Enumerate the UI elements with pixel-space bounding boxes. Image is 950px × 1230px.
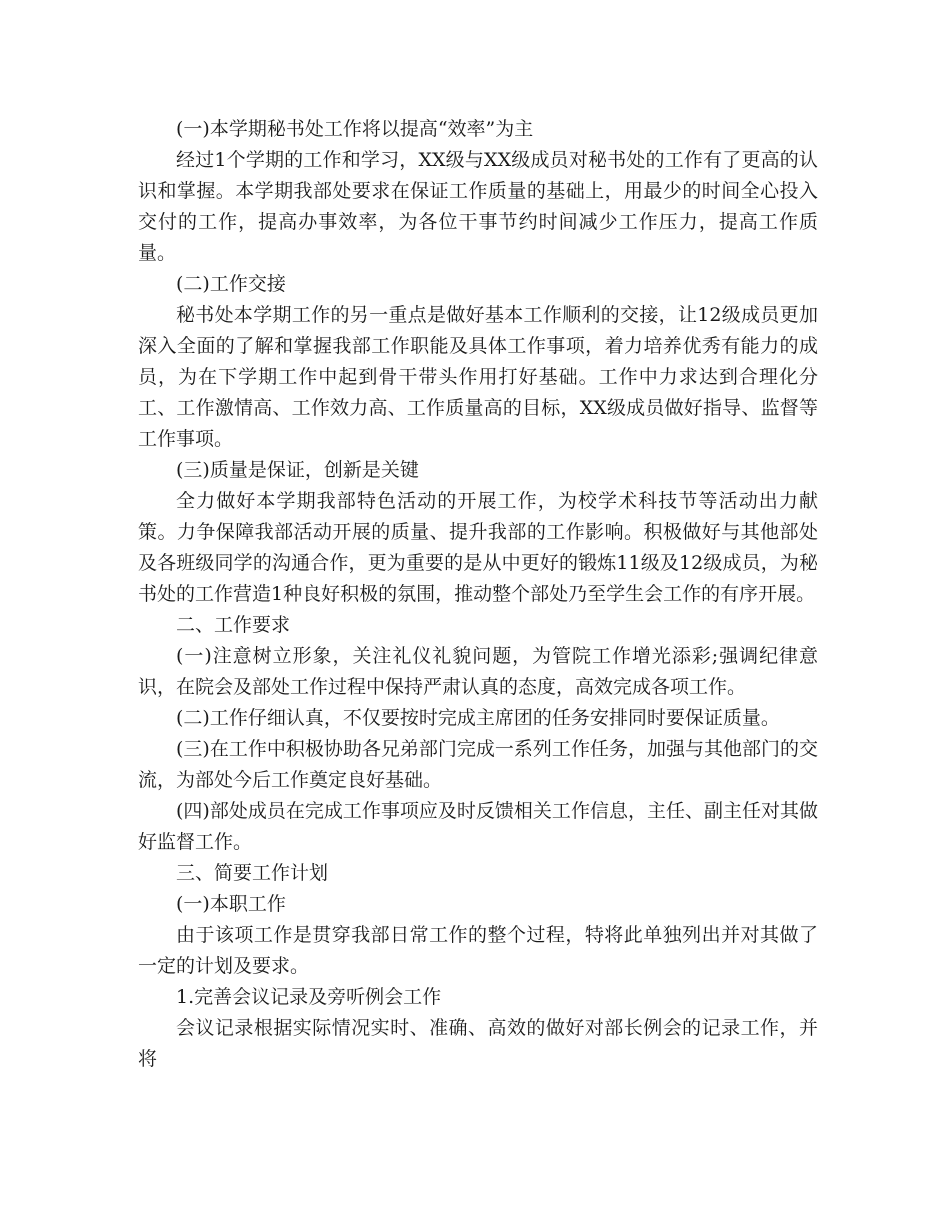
requirement-item-2: (二)工作仔细认真，不仅要按时完成主席团的任务安排同时要保证质量。 — [176, 707, 780, 729]
section-heading-handover: (二)工作交接 — [176, 273, 286, 295]
section-heading-efficiency: (一)本学期秘书处工作将以提高“效率”为主 — [176, 118, 534, 140]
paragraph-handover: 秘书处本学期工作的另一重点是做好基本工作顺利的交接，让12级成员更加深入全面的了解和掌握我部工作职能及具体工作事项，着力培养优秀有能力的成员，为在下学期工作中起到骨干带头作用打好基础。工作中力求达到合理化分工、工作激情高、工作效力高、工作质量高的目标，XX级成员做好指导、监督等工作事项。 — [138, 304, 818, 450]
paragraph-efficiency: 经过1个学期的工作和学习，XX级与XX级成员对秘书处的工作有了更高的认识和掌握。本学期我部处要求在保证工作质量的基础上，用最少的时间全心投入交付的工作，提高办事效率，为各位干事节约时间减少工作压力，提高工作质量。 — [138, 149, 818, 264]
item-heading-meeting-records: 1.完善会议记录及旁听例会工作 — [176, 986, 442, 1008]
subsection-heading-duties: (一)本职工作 — [176, 893, 286, 915]
paragraph-quality: 全力做好本学期我部特色活动的开展工作，为校学术科技节等活动出力献策。力争保障我部活动开展的质量、提升我部的工作影响。积极做好与其他部处及各班级同学的沟通合作，更为重要的是从中更好的锻炼11级及12级成员，为秘书处的工作营造1种良好积极的氛围，推动整个部处乃至学生会工作的有序开展。 — [138, 490, 818, 605]
document-page — [138, 114, 818, 1075]
requirement-item-4: (四)部处成员在完成工作事项应及时反馈相关工作信息，主任、副主任对其做好监督工作。 — [138, 800, 818, 853]
paragraph-duties: 由于该项工作是贯穿我部日常工作的整个过程，特将此单独列出并对其做了一定的计划及要求。 — [138, 924, 818, 977]
section-heading-quality: (三)质量是保证，创新是关键 — [176, 459, 419, 481]
section-heading-requirements: 二、工作要求 — [176, 614, 291, 636]
paragraph-meeting-records: 会议记录根据实际情况实时、准确、高效的做好对部长例会的记录工作，并将 — [138, 1017, 818, 1070]
section-heading-plan: 三、简要工作计划 — [176, 862, 329, 884]
requirement-item-1: (一)注意树立形象，关注礼仪礼貌问题，为管院工作增光添彩;强调纪律意识，在院会及部处工作过程中保持严肃认真的态度，高效完成各项工作。 — [138, 645, 818, 698]
requirement-item-3: (三)在工作中积极协助各兄弟部门完成一系列工作任务，加强与其他部门的交流，为部处今后工作奠定良好基础。 — [138, 738, 818, 791]
